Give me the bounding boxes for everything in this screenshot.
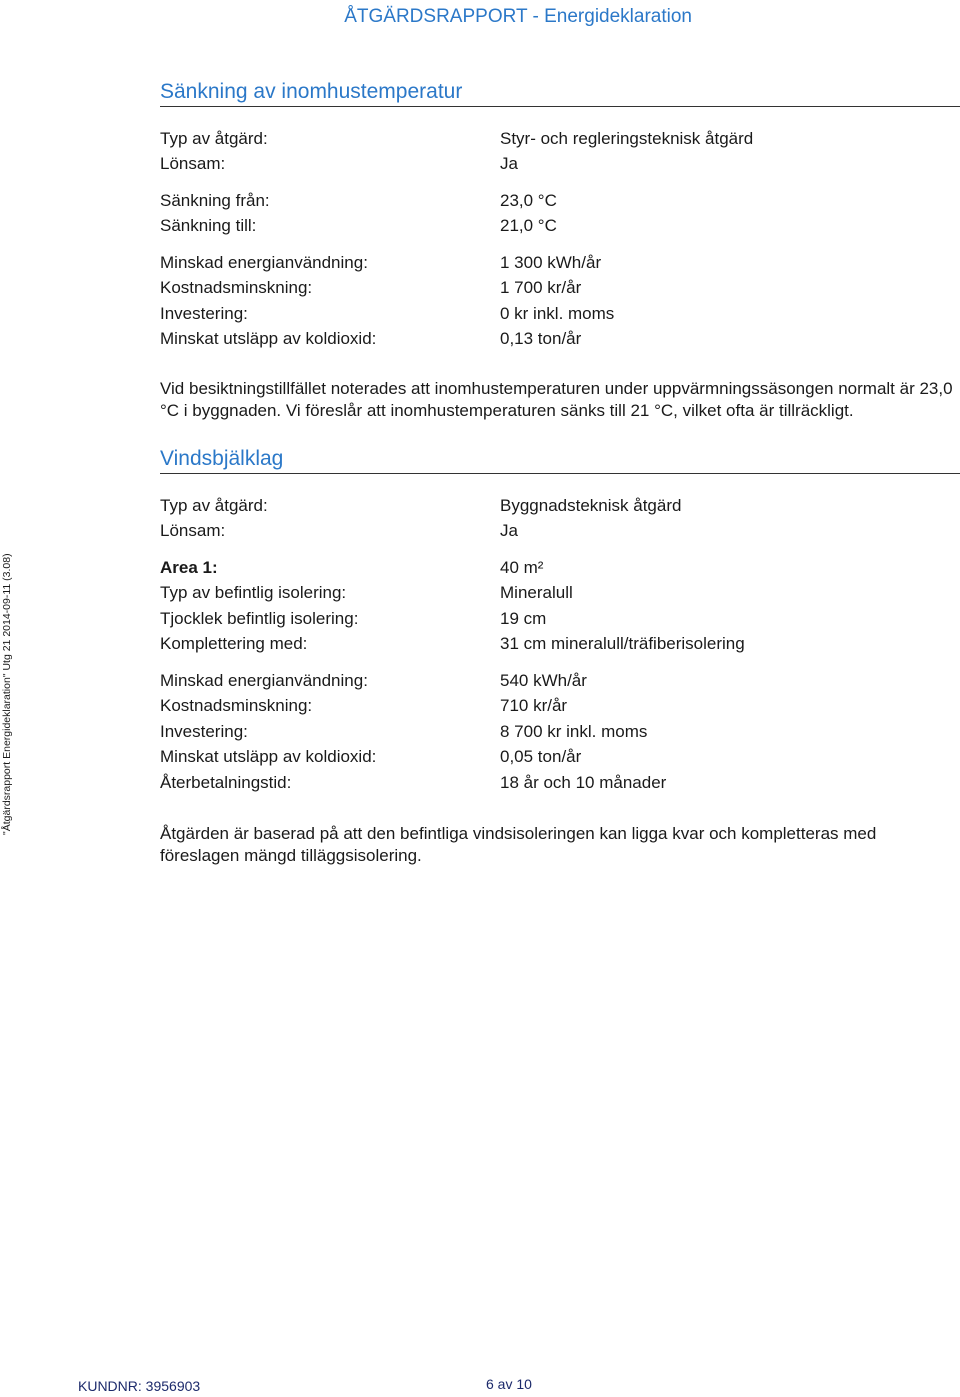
- field-value: 31 cm mineralull/träfiberisolering: [500, 634, 745, 653]
- field-label: Sänkning till:: [160, 216, 257, 235]
- field-label: Återbetalningstid:: [160, 773, 292, 792]
- field-label: Tjocklek befintlig isolering:: [160, 609, 359, 628]
- field-label: Minskat utsläpp av koldioxid:: [160, 747, 377, 766]
- footer-customer-number: KUNDNR: 3956903: [78, 1378, 201, 1394]
- field-label: Sänkning från:: [160, 191, 270, 210]
- section-heading-attic: Vindsbjälklag: [160, 447, 960, 474]
- section-heading-temperature: Sänkning av inomhustemperatur: [160, 80, 960, 107]
- field-label: Typ av åtgärd:: [160, 129, 268, 148]
- field-label: Minskat utsläpp av koldioxid:: [160, 329, 377, 348]
- field-value: 23,0 °C: [500, 191, 557, 210]
- field-label: Lönsam:: [160, 521, 226, 540]
- field-label: Kostnadsminskning:: [160, 696, 313, 715]
- field-label: Typ av befintlig isolering:: [160, 583, 347, 602]
- field-value: 1 700 kr/år: [500, 278, 582, 297]
- field-value: 21,0 °C: [500, 216, 557, 235]
- field-value: 1 300 kWh/år: [500, 253, 602, 272]
- field-label: Komplettering med:: [160, 634, 308, 653]
- sidebar-document-version: "Åtgärdsrapport Energideklaration" Utg 21 2014-09-11 (3.08): [1, 553, 13, 835]
- field-label: Investering:: [160, 722, 248, 741]
- field-label: Minskad energianvändning:: [160, 671, 368, 690]
- field-label: Area 1:: [160, 558, 218, 577]
- field-value: 540 kWh/år: [500, 671, 587, 690]
- field-value: 0,05 ton/år: [500, 747, 582, 766]
- field-label: Investering:: [160, 304, 248, 323]
- field-value: 19 cm: [500, 609, 547, 628]
- field-value: 40 m²: [500, 558, 544, 577]
- field-value: 0,13 ton/år: [500, 329, 582, 348]
- field-label: Minskad energianvändning:: [160, 253, 368, 272]
- footer-page-number: 6 av 10: [486, 1376, 532, 1392]
- field-value: 8 700 kr inkl. moms: [500, 722, 648, 741]
- section1-description: Vid besiktningstillfället noterades att inomhustemperaturen under uppvärmningssäsongen normalt är 23,0 °C i byggnaden. Vi föreslår att inomhustemperaturen sänks till 21 °C, vilket ofta är tillräckligt.: [160, 379, 953, 420]
- field-value: Ja: [500, 521, 518, 540]
- field-value: Styr- och regleringsteknisk åtgärd: [500, 129, 754, 148]
- field-value: Byggnadsteknisk åtgärd: [500, 496, 682, 515]
- section2-description: Åtgärden är baserad på att den befintliga vindsisoleringen kan ligga kvar och kompletteras med föreslagen mängd tilläggsisolering.: [160, 824, 877, 865]
- field-label: Kostnadsminskning:: [160, 278, 313, 297]
- field-label: Lönsam:: [160, 154, 226, 173]
- field-value: 0 kr inkl. moms: [500, 304, 615, 323]
- field-value: Ja: [500, 154, 518, 173]
- field-value: 710 kr/år: [500, 696, 568, 715]
- field-label: Typ av åtgärd:: [160, 496, 268, 515]
- field-value: Mineralull: [500, 583, 573, 602]
- report-header-title: ÅTGÄRDSRAPPORT - Energideklaration: [344, 6, 692, 27]
- field-value: 18 år och 10 månader: [500, 773, 667, 792]
